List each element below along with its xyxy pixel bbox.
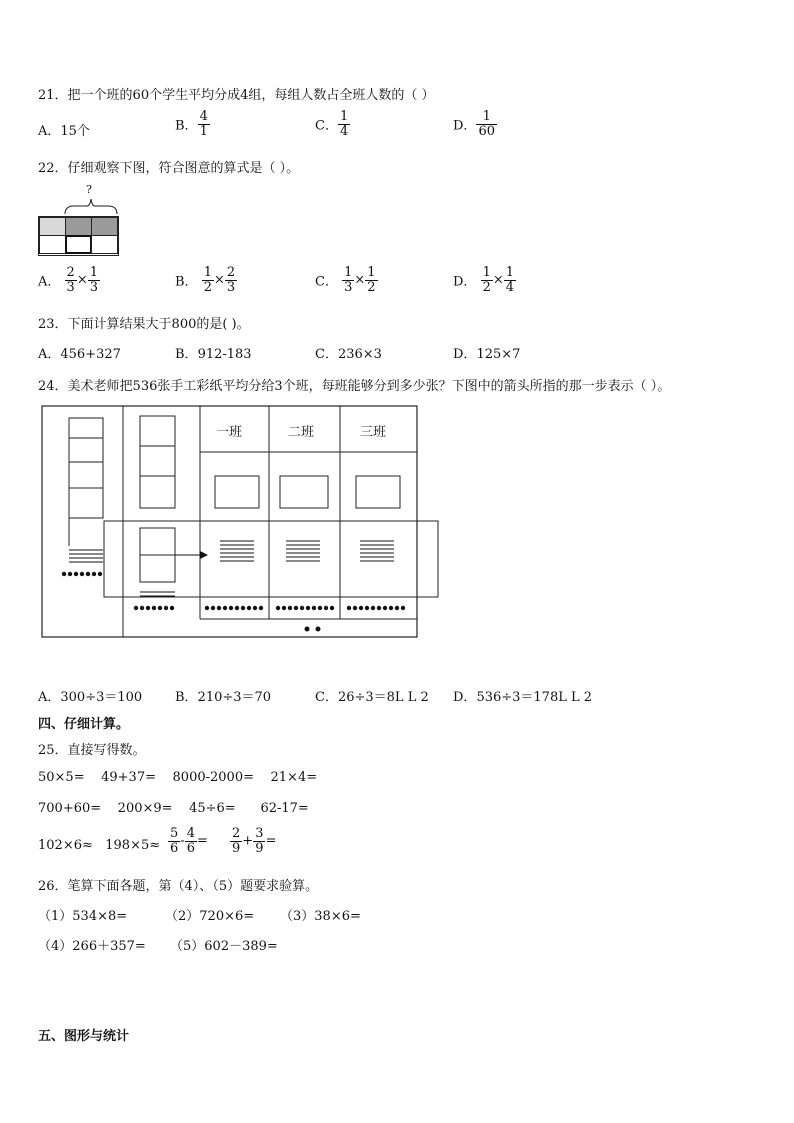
bar-cell-dark <box>91 217 118 236</box>
q21-option-b <box>175 110 210 138</box>
section-5-title: 五、图形与统计 <box>38 1029 130 1044</box>
q25-question: 25．直接写得数。 <box>38 743 146 758</box>
q23-option-d: D．125×7 <box>453 347 521 362</box>
class-header-3: 三班 <box>360 425 387 440</box>
q26-problem-1: （1）534×8= <box>38 909 128 924</box>
bar-cell <box>91 235 118 254</box>
brace-graphic <box>62 196 122 216</box>
fraction: $\frac{4}{1}$ <box>199 109 208 139</box>
q22-option-b: B． $\frac{1}{2}$ × $\frac{2}{3}$ <box>175 265 236 295</box>
q25-fraction-expr-1: $\frac{5}{6}$ - $\frac{4}{6}$ = <box>170 826 208 856</box>
brace-label: ? <box>86 183 92 196</box>
q23-question: 23．下面计算结果大于800的是( )。 <box>38 317 250 332</box>
q22-option-d: D． $\frac{1}{2}$ × $\frac{1}{4}$ <box>453 265 515 295</box>
bar-cell <box>39 235 66 254</box>
option-label: A． <box>38 124 61 139</box>
q24-option-b: B．210÷3＝70 <box>175 690 272 705</box>
q24-option-a: A．300÷3＝100 <box>38 690 143 705</box>
fraction: $\frac{1}{4}$ <box>339 109 349 139</box>
q23-option-a: A．456+327 <box>38 347 121 362</box>
q21-option-a <box>38 120 90 139</box>
option-label: B． <box>175 118 198 134</box>
option-text: 15个 <box>60 124 90 139</box>
option-label: C． <box>315 118 338 134</box>
q21-option-c <box>315 110 350 138</box>
q23-option-c: C．236×3 <box>315 347 382 362</box>
fraction-bar-diagram <box>38 216 119 256</box>
q21-option-d <box>453 110 497 138</box>
q22-question: 22．仔细观察下图，符合图意的算式是（ ）。 <box>38 161 300 176</box>
q24-option-c: C．26÷3＝8L L 2 <box>315 690 429 705</box>
fraction: $\frac{1}{60}$ <box>478 109 495 139</box>
bar-cell-dark <box>65 217 92 236</box>
q22-option-c: C． $\frac{1}{3}$ × $\frac{1}{2}$ <box>315 265 376 295</box>
bar-cell-light <box>39 217 66 236</box>
q22-option-a: A． $\frac{2}{3}$ × $\frac{1}{3}$ <box>38 265 98 295</box>
q26-question: 26．笔算下面各题，第（4）、（5）题要求验算。 <box>38 879 319 894</box>
bar-cell <box>65 235 92 254</box>
section-4-title: 四、仔细计算。 <box>38 717 130 732</box>
q23-option-b: B．912-183 <box>175 347 252 362</box>
q25-fraction-expr-2: $\frac{2}{9}$ + $\frac{3}{9}$ = <box>232 826 277 856</box>
q26-problem-5: （5）602－389= <box>170 939 278 954</box>
class-header-2: 二班 <box>288 425 315 440</box>
option-label: D． <box>453 118 477 134</box>
class-header-1: 一班 <box>216 425 243 440</box>
q24-question: 24．美术老师把536张手工彩纸平均分给3个班，每班能够分到多少张？下图中的箭头所指的那一步表示（ ）。 <box>38 379 671 394</box>
q25-row-3: 102×6≈ 198×5≈ <box>38 838 161 853</box>
q26-problem-4: （4）266＋357= <box>38 939 146 954</box>
q25-row-1: 50×5= 49+37= 8000-2000= 21×4= <box>38 770 318 785</box>
q26-problem-3: （3）38×6= <box>280 909 361 924</box>
q26-problem-2: （2）720×6= <box>165 909 255 924</box>
q21-question: 21．把一个班的60个学生平均分成4组，每组人数占全班人数的（ ） <box>38 88 435 103</box>
q25-row-2: 700+60= 200×9= 45÷6= 62-17= <box>38 801 309 816</box>
q24-option-d: D．536÷3＝178L L 2 <box>453 690 593 705</box>
